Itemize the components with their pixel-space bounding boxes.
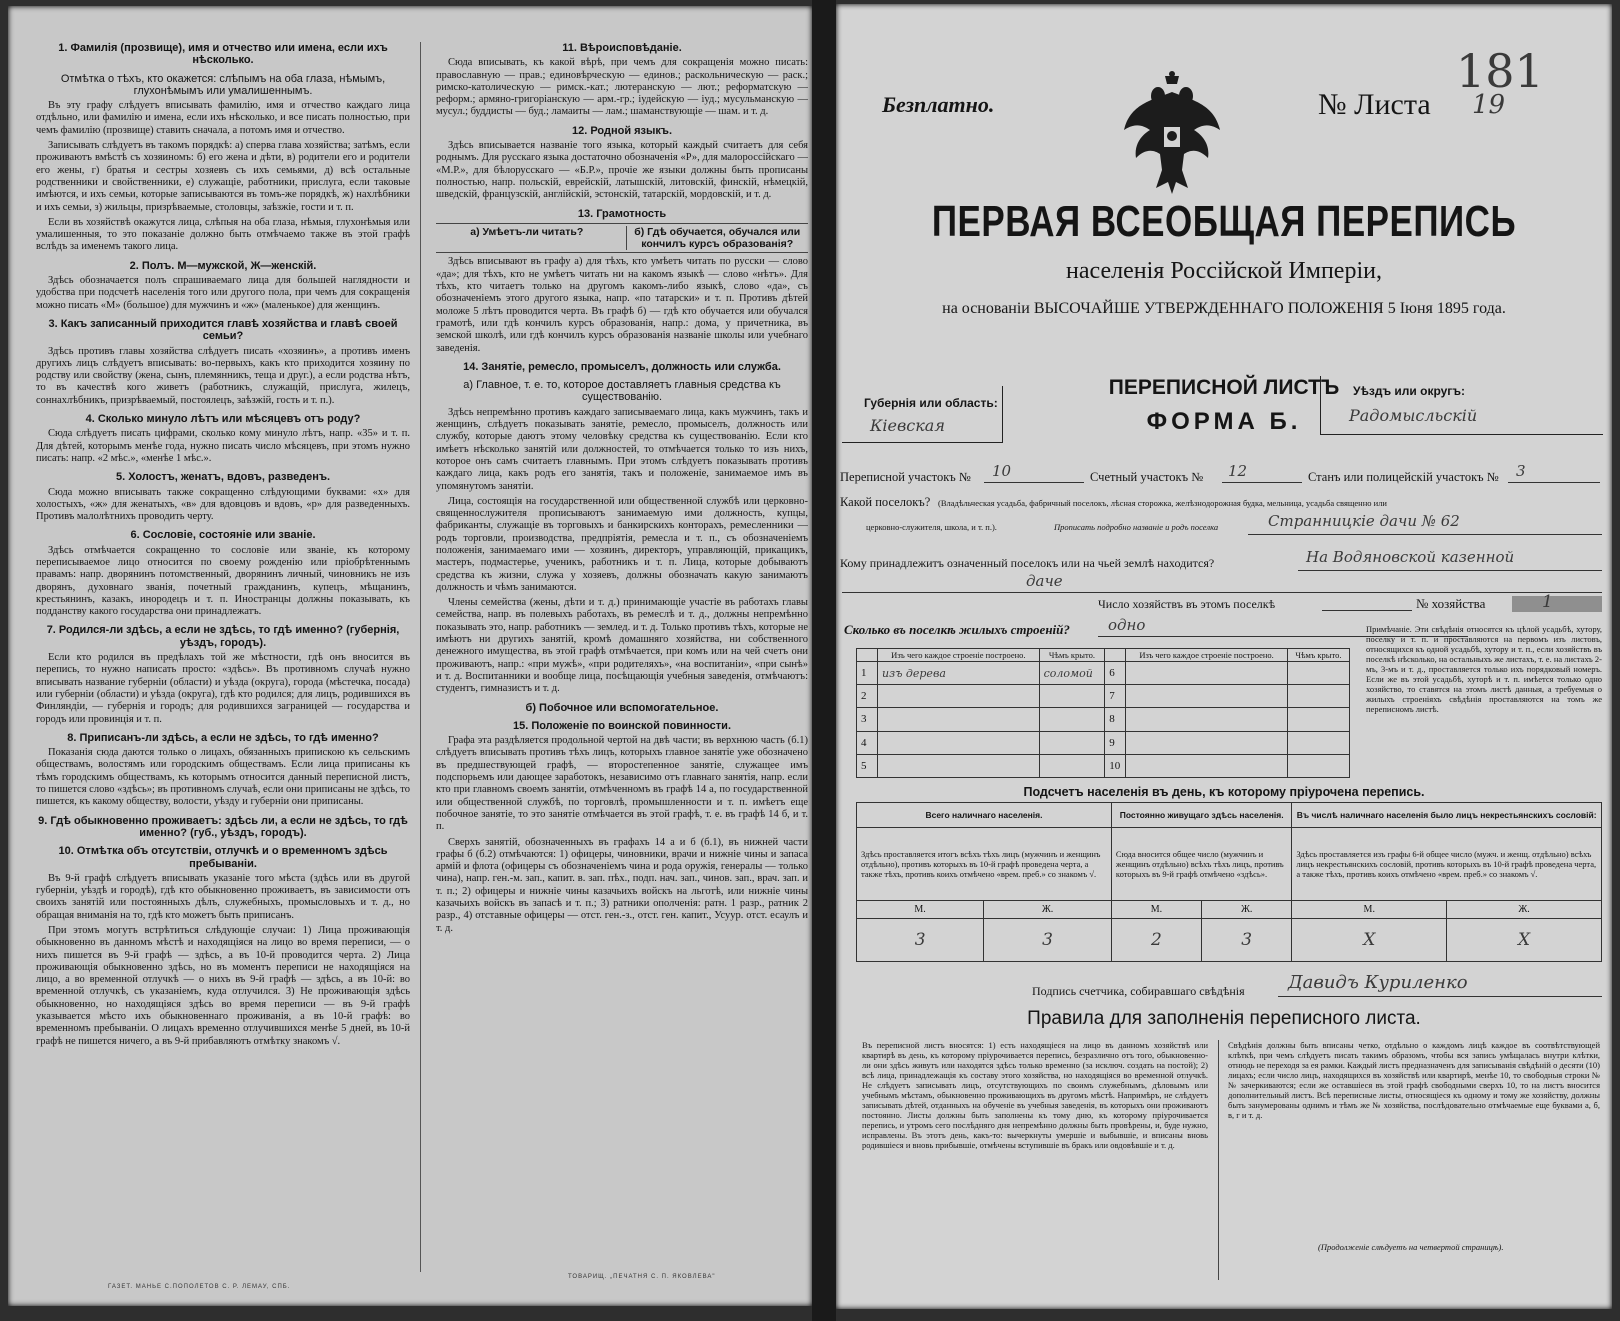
roof-cell	[1039, 754, 1105, 777]
row-number: 8	[1105, 708, 1126, 731]
roof-cell	[1039, 708, 1105, 731]
free-label: Безплатно.	[882, 92, 995, 117]
roof-cell	[1287, 754, 1349, 777]
paragraph: Въ 9-й графѣ слѣдуетъ вписывать указаніе того мѣста (здѣсь или въ другой губерніи, уѣздѣ и городѣ), гдѣ кто обыкновенно проживаетъ, въ зависимости отъ своихъ занятій или постоянныхъ дѣлъ, служебныхъ, промысловыхъ и т. д., но обращая вниманія на то, гдѣ кто можетъ быть приписанъ.	[36, 872, 410, 921]
roof-header: Чѣмъ крыто.	[1039, 649, 1105, 662]
number-header	[1105, 649, 1126, 662]
material-cell	[1126, 754, 1288, 777]
sheet-number-value: 19	[1472, 90, 1506, 120]
count-district-label: Счетный участокъ №	[1090, 470, 1204, 484]
archive-number: 181	[1456, 44, 1544, 98]
settlement-note-3: Прописать подробно названіе и родъ поселка	[1054, 522, 1219, 532]
male-header: М.	[1111, 900, 1201, 918]
buildings-table-row	[857, 731, 1350, 754]
roof-cell	[1287, 662, 1349, 685]
fill-line	[842, 592, 1602, 593]
settlement-note-2: церковно-служителя, школа, и т. п.).	[866, 522, 997, 532]
heading-3: 3. Какъ записанный приходится главѣ хозяйства и главѣ своей семьи?	[48, 317, 398, 343]
heading-14a: а) Главное, т. е. то, которое доставляетъ главныя средства къ существованію.	[463, 379, 781, 404]
buildings-table	[856, 648, 1350, 778]
paragraph: Члены семейства (жены, дѣти и т. д.) принимающіе участіе въ работахъ главы семейства, напр. въ полевыхъ работахъ, въ ремеслѣ и т. д., должны непремѣнно показывать это, напр. работникъ — землед. и т. д. Только противъ тѣхъ, которые не имѣютъ ни другихъ занятій, кромѣ домашняго хозяйства, ни собственного денежного имущества, въ этой графѣ отмѣчается, при комъ или на чей счетъ они проживаютъ, напр.: «при мужѣ», «при родителяхъ», «на воспитаніи», «при сынѣ» и т. д. Воспитанники и вообще лица, посѣщающія учебныя заведенія, отмѣчаютъ: студентъ, гимназистъ и т. д.	[436, 597, 808, 695]
buildings-table-row	[857, 662, 1350, 685]
population-heading: Подсчетъ населенія въ день, къ которому пріурочена перепись.	[1023, 785, 1425, 799]
heading-5: 5. Холостъ, женатъ, вдовъ, разведенъ.	[115, 471, 331, 484]
census-district-label: Переписной участокъ №	[840, 470, 971, 484]
non-peasant-desc: Здѣсь проставляется изъ графы 6-й общее число (мужч. и женщ. отдѣльно) всѣхъ лицъ некрестьянскихъ сословій, противъ которыхъ въ 10-й графѣ проведена черта, а также тѣхъ, противъ коихъ отмѣчено «врем. преб.» со знакомъ √.	[1292, 827, 1602, 900]
buildings-table-row	[857, 685, 1350, 708]
row-number: 3	[857, 708, 878, 731]
paragraph: Сюда вписывать, къ какой вѣрѣ, при чемъ для сокращенія можно писать: православную — прав.; единовѣрческую — единов.; раскольническую — раск.; римско-католическую — римск.-кат.; лютеранскую — лют.; реформатскую — реформ.; армяно-григоріанскую — арм.-гр.; іудейскую — іуд.; мусульманскую — мусул.; буддисты — буд.; ламаиты — лам.; шаманствующіе — шам. и т. д.	[436, 57, 808, 118]
permanent-population-desc: Сюда вносится общее число (мужчинъ и женщинъ отдѣльно) всѣхъ тѣхъ лицъ, противъ которыхъ въ 9-й графѣ отмѣчено «здѣсь».	[1111, 827, 1291, 900]
count-cell: 3	[857, 918, 984, 961]
fill-line	[1278, 996, 1602, 997]
household-number-value: 1	[1542, 592, 1553, 612]
count-cell: 2	[1111, 918, 1201, 961]
row-number: 7	[1105, 685, 1126, 708]
roof-cell	[1287, 731, 1349, 754]
stan-value: 3	[1516, 462, 1526, 480]
household-number-field	[1512, 592, 1602, 612]
heading-8: 8. Приписанъ-ли здѣсь, а если не здѣсь, то гдѣ именно?	[67, 731, 379, 744]
imperial-eagle-icon	[1122, 70, 1222, 198]
heading-7: 7. Родился-ли здѣсь, а если не здѣсь, то гдѣ именно? (губернія, уѣздъ, городъ).	[46, 624, 400, 649]
census-district-value: 10	[992, 462, 1012, 480]
count-cell: Х	[1447, 918, 1602, 961]
form-title: ПЕРЕПИСНОЙ ЛИСТЪ	[1108, 376, 1340, 399]
paragraph: Сверхъ занятій, обозначенныхъ въ графахъ 14 а и б (б.1), въ нижней части графы б (б.2) отмѣчаются: 1) офицеры, чиновники, врачи и нижніе чины и запаса армій и флота (офицеры съ обозначеніемъ чина и рода оружія, генералы — только чина), напр. ген.-м. зап., капит. в. зап. пѣх., подп. нач. зап., чинов. зап., врач. зап. и т. п.; 2) офицеры и нижніе чины казачьихъ войскъ на льготѣ, или нижніе чины казачьихъ войскъ въ запасѣ и т. п.; 3) ратники ополченія: ратн. 1 разр., ратник 2 разр., 4) отставные офицеры — отст. ген.-з., отст. ген. капит., Усуур. отст. есаулъ и т. д.	[436, 836, 808, 934]
household-number-label: № хозяйства	[1416, 596, 1486, 611]
decree-line: на основаніи ВЫСОЧАЙШЕ УТВЕРЖДЕННАГО ПОЛОЖЕНІЯ 5 Іюня 1895 года.	[942, 300, 1506, 317]
stan-label: Станъ или полицейскій участокъ №	[1308, 470, 1499, 484]
heading-1b: Отмѣтка о тѣхъ, кто окажется: слѣпымъ на оба глаза, нѣмымъ, глухонѣмымъ или умалишеннымъ.	[60, 72, 386, 97]
paragraph: Лица, состоящія на государственной или общественной службѣ или церковно-священнослужителя прописываютъ занимаемую ими должность, купцы, фабриканты, служащіе въ торговыхъ и банкирскихъ конторахъ, ремесленники — родъ торговли, производства, предпріятія, ремесла и т. п., съ обозначеніемъ положенія, занимаемаго ими — хозяинъ, директоръ, управляющій, прикащикъ, мастеръ, подмастерье, ученикъ, работникъ и т. п. Лица, которые добываютъ средства къ жизни, служа у хозяевъ, должны обозначать какую занимаютъ должность и чѣмъ занимаются.	[436, 495, 808, 593]
number-header	[857, 649, 878, 662]
rules-right-column: Свѣдѣнія должны быть вписаны четко, отдѣльно о каждомъ лицѣ каждое въ соотвѣтствующей клѣткѣ, при чемъ слѣдуетъ писать такимъ образомъ, чтобы вся запись умѣщалась внутри клѣтки, отнюдь не переходя за ея рамки. Каждый листъ предназначенъ для записыванія свѣдѣній о десяти (10) лицахъ; если число лицъ, находящихся въ хозяйствѣ или квартирѣ, менѣе 10, то свободныя строки №№ зачеркиваются; если же оставшіеся въ этой графѣ свободными сверхъ 10, то на листъ вносится дополнительный листъ. Всѣ переписные листы, относящіеся къ одному и тому же хозяйству, должны быть занумерованы однимъ и тѣмъ же № хозяйства, послѣдовательно отмѣчаемые еще буквами а, б, в, г и т. д.	[1228, 1040, 1600, 1120]
row-number: 9	[1105, 731, 1126, 754]
material-header: Изъ чего каждое строеніе построено.	[878, 649, 1040, 662]
gubernia-label: Губернія или область:	[864, 396, 998, 410]
paragraph: Здѣсь вписывается названіе того языка, который каждый считаетъ для себя роднымъ. Для русскаго языка достаточно обозначенія «Р», для малороссійскаго — «М.Р.», для бѣлорусскаго — «Б.Р.», прочіе же языки должны быть прописаны полностью, напр. польскій, еврейскій, латышскій, литовскій, финскій, нѣмецкій, шведскій, французскій, англійскій, эстонскій, татарскій, мордовскій, и т. д.	[436, 140, 808, 201]
rules-heading: Правила для заполненія переписного листа.	[1027, 1008, 1421, 1029]
heading-15: 15. Положеніе по воинской повинности.	[512, 719, 731, 732]
material-cell	[1126, 731, 1288, 754]
material-cell	[1126, 685, 1288, 708]
total-population-header: Всего наличнаго населенія.	[857, 803, 1112, 828]
roof-cell	[1287, 685, 1349, 708]
heading-6: 6. Сословіе, состояніе или званіе.	[130, 529, 316, 542]
heading-11: 11. Вѣроисповѣданіе.	[562, 42, 682, 54]
roof-cell	[1039, 731, 1105, 754]
uezd-label: Уѣздъ или округъ:	[1353, 384, 1466, 398]
heading-13b: б) Гдѣ обучается, обучался или кончилъ курсъ образованія?	[626, 226, 809, 251]
column-divider	[420, 42, 421, 1272]
heading-9: 9. Гдѣ обыкновенно проживаетъ: здѣсь ли, а если не здѣсь, то гдѣ именно? (губ., уѣздъ, городъ).	[38, 814, 408, 839]
heading-14b: б) Побочное или вспомогательное.	[525, 701, 719, 714]
fill-line	[984, 482, 1084, 483]
paragraph: Графа эта раздѣляется продольной чертой на двѣ части; въ верхнюю часть (б.1) слѣдуетъ вписывать противъ тѣхъ лицъ, которыхъ главное занятіе уже обозначено въ предшествующей графѣ, — второстепенное занятіе, служащее имъ подспорьемъ или дающее заработокъ, независимо отъ главнаго занятія, напр. если кто при главномъ своемъ занятіи, отмѣченномъ въ графѣ 14 а, по государственной или общественной службѣ, по торговлѣ, промышленности и т. п. имѣетъ еще побочное занятіе, то это занятіе отмѣчается въ этой графѣ, т. е. въ графѣ 14 б, и т. п.	[436, 735, 808, 833]
uezd-value: Радомысльскій	[1349, 406, 1478, 425]
signature-value: Давидъ Куриленко	[1288, 972, 1468, 993]
roof-cell	[1287, 708, 1349, 731]
paragraph: Сюда можно вписывать также сокращенно слѣдующими буквами: «х» для холостыхъ, «ж» для женатыхъ, «в» для вдовцовъ и вдовъ, «р» для разведенныхъ. Противъ малолѣтнихъ проводить черту.	[36, 486, 410, 523]
settlement-label: Какой поселокъ?	[840, 495, 931, 509]
female-header: Ж.	[984, 900, 1112, 918]
row-number: 4	[857, 731, 878, 754]
fill-line	[1222, 482, 1302, 483]
heading-13a: а) Умѣетъ-ли читать?	[470, 225, 584, 238]
owner-value-1: На Водяновской казенной	[1306, 548, 1515, 566]
material-cell	[1126, 708, 1288, 731]
material-cell	[878, 754, 1040, 777]
heading-2: 2. Полъ. М—мужской, Ж—женскій.	[129, 259, 317, 272]
paragraph: Сюда слѣдуетъ писать цифрами, сколько кому минуло лѣтъ, напр. «35» и т. п. Для дѣтей, которымъ менѣе года, нужно писать число мѣсяцевъ, при этомъ нужно писать: напр. «2 мѣс.», «менѣе 1 мѣс.».	[36, 428, 410, 464]
heading-1: 1. Фамилія (прозвище), имя и отчество или имена, если ихъ нѣсколько.	[58, 42, 388, 67]
material-cell	[878, 731, 1040, 754]
female-header: Ж.	[1447, 900, 1602, 918]
buildings-value: одно	[1108, 616, 1146, 634]
document-subtitle: населенія Россійской Имперіи,	[1066, 258, 1382, 284]
left-page	[8, 6, 812, 1306]
settlement-value: Странницкіе дачи № 62	[1268, 512, 1460, 530]
permanent-population-header: Постоянно живущаго здѣсь населенія.	[1111, 803, 1291, 828]
paragraph: Записывать слѣдуетъ въ такомъ порядкѣ: а) сперва глава хозяйства; затѣмъ, если проживаютъ вмѣстѣ съ хозяиномъ: б) его жена и дѣти, в) родители его и родители его жены, г) братья и сестры хозяевъ съ ихъ семьями, д) всѣ остальные родственники и свойственники, е) служащіе, работники, прислуга, если таковые имѣются, и ихъ семьи, которые записываются въ томъ-же порядкѣ, ж) нахлѣбники и ихъ семьи, з) жильцы, призрѣваемые, столовцы, заѣзжіе, гости и т. п.	[36, 140, 410, 213]
households-label: Число хозяйствъ въ этомъ поселкѣ	[1098, 597, 1276, 611]
female-header: Ж.	[1201, 900, 1291, 918]
paragraph: Здѣсь отмѣчается сокращенно то сословіе или званіе, къ которому переписываемое лицо относится по своему рожденію или пріобрѣтеннымъ правамъ: напр. дворянинъ потомственный, дворянинъ личный, чиновникъ не изъ дворянъ, духовнаго званія, почетный гражданинъ, купецъ, мѣщанинъ, крестьянинъ, казакъ, инородецъ и т. п. Иностранцы должны показывать, къ подданству какого государства они принадлежатъ.	[36, 544, 410, 618]
paragraph: Здѣсь противъ главы хозяйства слѣдуетъ писать «хозяинъ», а противъ именъ другихъ лицъ слѣдуетъ вписывать: во-первыхъ, какъ кто приходится хозяину по родству или свойству (жена, сынъ, племянникъ, теща и друг.), а если родства нѣтъ, то въ качествѣ кого живетъ (работникъ, служащій, прислуга, жилецъ, соннахлѣбникъ, призрѣваемый, постоялецъ, заѣзжій, гость и т. п.).	[36, 345, 410, 406]
total-population-desc: Здѣсь проставляется итогъ всѣхъ тѣхъ лицъ (мужчинъ и женщинъ отдѣльно), противъ которыхъ въ 10-й графѣ проведена черта, а также тѣхъ, противъ коихъ отмѣчено «врем. преб.» со знакомъ √.	[857, 827, 1112, 900]
document-title: ПЕРВАЯ ВСЕОБЩАЯ ПЕРЕПИСЬ	[931, 197, 1517, 246]
paragraph: Если кто родился въ предѣлахъ той же мѣстности, гдѣ онъ вносится въ перепись, то нужно написать просто: «здѣсь». Въ противномъ случаѣ нужно вписывать название губерніи (области) и уѣзда (округа), города (мѣстечка, посада) или губерніи (области) и уѣзда (округа), гдѣ кто родился; для лицъ, родившихся въ Финляндіи, — губернія и городъ; для родившихся заграницей — государства и городъ или провинція и т. п.	[36, 652, 410, 725]
settlement-note-1: (Владѣльческая усадьба, фабричный поселокъ, лѣсная сторожка, желѣзнодорожная будка, мельница, усадьба священно или	[938, 498, 1387, 508]
heading-13: 13. Грамотность	[577, 207, 667, 220]
population-table	[856, 802, 1602, 962]
sheet-number-label: № Листа	[1318, 88, 1431, 121]
side-note: Примѣчаніе. Эти свѣдѣнія относятся къ цѣлой усадьбѣ, хутору, поселку и т. п. и проставляются на первомъ изъ листовъ, относящихся къ одной усадьбѣ, хутору и т. п., если хозяйствъ въ поселкѣ нѣсколько, на остальныхъ же листахъ, т. е. на листахъ 2-мъ, 3-мъ и т. д., проставляется только ихъ порядковый номеръ. Если же въ этой усадьбѣ, хуторѣ и т. п. имѣется только одно хозяйство, то ставятся на этомъ листѣ данныя, а требуемыя о жилыхъ строеніяхъ свѣдѣнія проставляются на томъ же переписномъ листѣ.	[1366, 624, 1602, 714]
material-cell	[878, 685, 1040, 708]
fill-line	[1298, 570, 1602, 571]
fill-line	[1248, 534, 1602, 535]
count-cell: Х	[1292, 918, 1447, 961]
material-cell	[1126, 662, 1288, 685]
male-header: М.	[857, 900, 984, 918]
paragraph: Здѣсь обозначается полъ спрашиваемаго лица для большей наглядности и удобства при подсчетѣ населенія того или другого пола, при чемъ для сокращенія можно писать «М» (большое) для мужчинъ и «ж» (маленькое) для женщинъ.	[36, 275, 410, 311]
paragraph: Въ эту графу слѣдуетъ вписывать фамилію, имя и отчество каждаго лица отдѣльно, или фамилію и имена, если ихъ нѣсколько, и все писать полностью, при чемъ фамилію (прозвище) ставить сначала, а потомъ имя и отчество.	[36, 100, 410, 136]
heading-12: 12. Родной языкъ.	[571, 124, 672, 137]
heading-10: 10. Отмѣтка объ отсутствіи, отлучкѣ и о временномъ здѣсь пребываніи.	[58, 845, 388, 870]
literacy-subheadings	[436, 223, 808, 254]
right-page	[836, 4, 1612, 1309]
rules-continuation: (Продолженіе слѣдуетъ на четвертой страницѣ).	[1318, 1242, 1504, 1252]
owner-label: Кому принадлежитъ означенный поселокъ или на чьей землѣ находится?	[840, 556, 1215, 570]
count-cell: 3	[1201, 918, 1291, 961]
paragraph: Показанія сюда даются только о лицахъ, обязанныхъ припискою къ сельскимъ обществамъ, волостямъ или городскимъ обществамъ. Если лица приписаны къ тѣмъ городскимъ обществамъ, къ которымъ относится данный переписной листъ, то пишется слово «здѣсь»; въ противномъ случаѣ, если они приписаны не здѣсь, то пишется, къ какому обществу, волости, уѣзду и губерніи они приписаны.	[36, 747, 410, 808]
uezd-box	[1320, 376, 1603, 435]
heading-14: 14. Занятіе, ремесло, промыселъ, должность или служба.	[463, 360, 781, 373]
instructions-column-2	[436, 36, 808, 1276]
material-header: Изъ чего каждое строеніе построено.	[1126, 649, 1288, 662]
rules-divider	[1218, 1040, 1219, 1280]
gubernia-value: Кіевская	[870, 416, 945, 435]
paragraph: Здѣсь вписывают въ графу а) для тѣхъ, кто умѣетъ читать по русски — слово «да»; для тѣхъ, кто не умѣетъ читать ни на какомъ языкѣ — слово «нѣтъ». Для тѣхъ, кто читаетъ только на другомъ какомъ-либо языкѣ, слово «да», съ обозначеніемъ этого другого языка, напр. «по татарски» и т. п. Противъ дѣтей моложе 5 лѣтъ проводится черта. Въ графѣ б) — гдѣ кто обучается или обучался грамотѣ, или гдѣ кончилъ курсъ образованія, напр.: дома, у причетника, въ земской школѣ, или гдѣ кончилъ курсъ образованія названіе школы или учебнаго заведенія.	[436, 256, 808, 354]
buildings-label: Сколько въ поселкѣ жилыхъ строеній?	[844, 622, 1070, 637]
roof-cell	[1039, 685, 1105, 708]
owner-value-2: даче	[1026, 572, 1063, 590]
instructions-column-1	[36, 36, 410, 1276]
printer-imprint-left: ГАЗЕТ. МАНЬЕ С.ПОПОЛЕТОВ С. Р. ЛЕМАУ, СПБ.	[108, 1284, 291, 1290]
row-number: 1	[857, 662, 878, 685]
paragraph: При этомъ могутъ встрѣтиться слѣдующіе случаи: 1) Лица проживающія обыкновенно въ данномъ мѣстѣ и находящіяся на лицо во время переписи, — о нихъ пишется въ 9-й графѣ — здѣсь, а въ 10-й проводится черта. 2) Лица проживающія обыкновенно здѣсь, но въ моментъ переписи не находящіяся на лицо, а во временной отлучкѣ — о нихъ въ 9-й графѣ — здѣсь, а въ 10-й: во временной отлучкѣ, съ указаніемъ, куда отлучился. 3) Не проживающія здѣсь обыкновенно, но находящіяся здѣсь во время переписи — въ 9-й графѣ указывается мѣсто ихъ обыкновеннаго проживанія, а въ 10-й графѣ: во временномъ пребываніи. О лицахъ временно отлучившихся менѣе 5 дней, въ 10-й графѣ не пишется ничего, а въ 9-й прибавляютъ отмѣтку знакомъ √.	[36, 925, 410, 1047]
count-cell: 3	[984, 918, 1112, 961]
printer-imprint-right: ТОВАРИЩ. „ПЕЧАТНЯ С. П. ЯКОВЛЕВА"	[568, 1274, 716, 1280]
row-number: 6	[1105, 662, 1126, 685]
material-cell: изъ дерева	[878, 662, 1040, 685]
heading-4: 4. Сколько минуло лѣтъ или мѣсяцевъ отъ роду?	[85, 413, 361, 426]
book-spine	[812, 0, 836, 1321]
material-cell	[878, 708, 1040, 731]
fill-line	[1322, 610, 1412, 611]
fill-line	[1508, 482, 1600, 483]
row-number: 10	[1105, 754, 1126, 777]
buildings-table-row	[857, 754, 1350, 777]
form-letter: ФОРМА Б.	[1146, 408, 1302, 435]
row-number: 2	[857, 685, 878, 708]
rules-left-column: Въ переписной листъ вносятся: 1) есть находящіеся на лицо въ данномъ хозяйствѣ или квартирѣ въ день, къ которому пріурочивается перепись, безразлично отъ того, обыкновенно-ли они здѣсь живутъ или находятся здѣсь только временно (за исключ. создать на постой); 2) всѣ лица, принадлежащія къ составу этого хозяйства, но находящіяся во временной отлучкѣ. Не слѣдуетъ записывать лицъ, отсутствующихъ по своимъ служебнымъ, дѣловымъ или учебнымъ мѣстамъ, обыкновенно проживающихъ въ другомъ мѣстѣ. Напримѣръ, не слѣдуетъ записывать дѣтей, отданныхъ на обученіе въ учебныя заведенія, въ которыхъ они проживаютъ постоянно. Листы должны быть заполнены къ тому дню, къ которому пріурочивается перепись, и утромъ сего послѣдняго дня непремѣнно должны быть провѣрены, и, буде нужно, исправлены. Въ этотъ день, какъ-то: вычеркнуты умершіе и выбывшіе, и вписаны вновь родившіеся и вновь прибывшіе, отмѣчены вступившіе въ бракъ или овдовѣвшіе и т. д.	[862, 1040, 1208, 1150]
roof-header: Чѣмъ крыто.	[1287, 649, 1349, 662]
male-header: М.	[1292, 900, 1447, 918]
roof-cell: соломой	[1039, 662, 1105, 685]
count-district-value: 12	[1228, 462, 1248, 480]
non-peasant-header: Въ числѣ наличнаго населенія было лицъ некрестьянскихъ сословій:	[1292, 803, 1602, 828]
buildings-table-row	[857, 708, 1350, 731]
paragraph: Если въ хозяйствѣ окажутся лица, слѣпыя на оба глаза, нѣмыя, глухонѣмыя или умалишенныя, то это показаніе должно быть отмѣчаемо также въ этой графѣ вслѣдъ за именемъ такого лица.	[36, 216, 410, 253]
signature-label: Подпись счетчика, собиравшаго свѣдѣнія	[1032, 984, 1245, 998]
row-number: 5	[857, 754, 878, 777]
paragraph: Здѣсь непремѣнно противъ каждаго записываемаго лица, какъ мужчинъ, такъ и женщинъ, слѣдуетъ показывать занятіе, ремесло, промыселъ, должность или службу, которые даютъ этому человѣку средства къ существованію. Если кто имѣетъ нѣсколько занятій или должностей, то отмѣчается только то изъ нихъ, которое онъ самъ считаетъ главнымъ. При этомъ слѣдуетъ показывать противъ каждаго лица, какъ родъ его занятія, такъ и положеніе, занимаемое имъ въ упомянутомъ занятіи.	[436, 406, 808, 492]
